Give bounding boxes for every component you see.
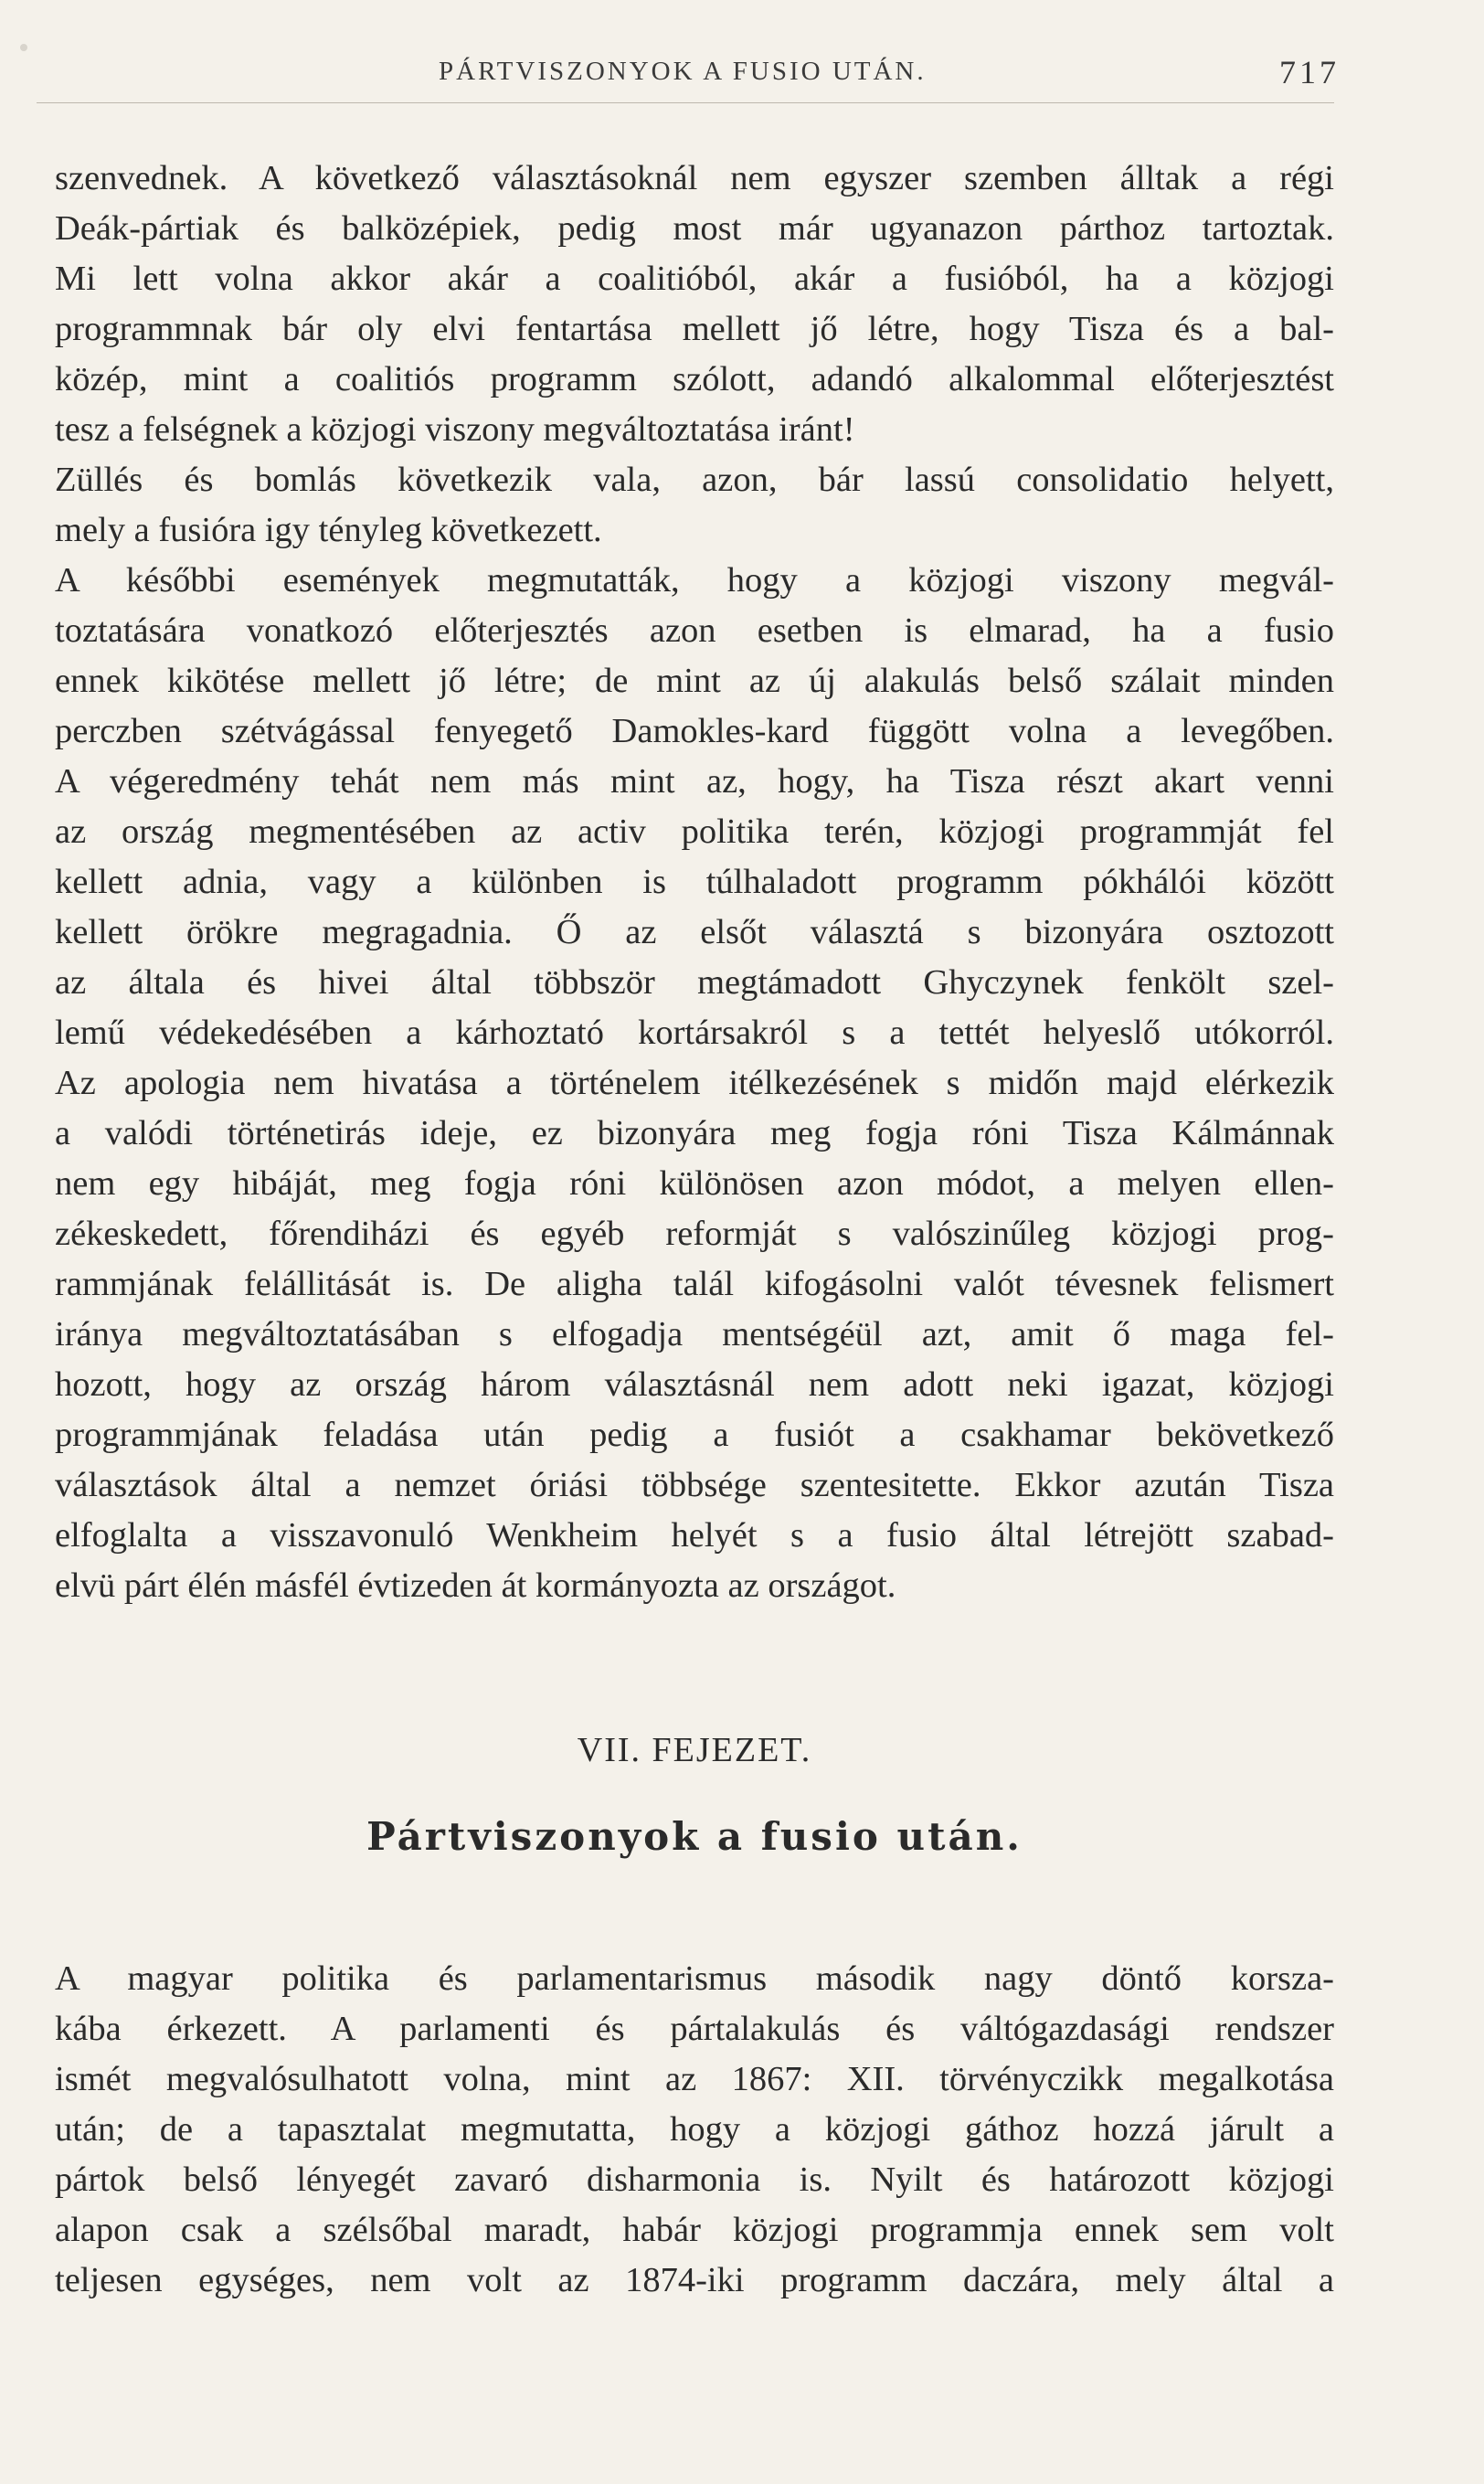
text-line: kába érkezett. A parlamenti és pártalakulás és váltógazdasági rendszer: [55, 2010, 1334, 2048]
page-header: [55, 54, 1340, 102]
running-head: PÁRTVISZONYOK A FUSIO UTÁN.: [439, 57, 927, 86]
text-line: elfoglalta a visszavonuló Wenkheim helyét s a fusio által létrejött szabad-: [55, 1516, 1334, 1555]
text-line: programmnak bár oly elvi fentartása mellett jő létre, hogy Tisza és a bal-: [55, 310, 1334, 348]
text-line: rammjának felállitását is. De aligha talál kifogásolni valót tévesnek felismert: [55, 1265, 1334, 1303]
text-line: az ország megmentésében az activ politika terén, közjogi programmját fel: [55, 812, 1334, 851]
text-line: A későbbi események megmutatták, hogy a közjogi viszony megvál-: [55, 561, 1334, 600]
text-line: után; de a tapasztalat megmutatta, hogy a közjogi gáthoz hozzá járult a: [55, 2110, 1334, 2149]
header-rule: [37, 102, 1334, 103]
text-line: nem egy hibáját, meg fogja róni különösen azon módot, a melyen ellen-: [55, 1164, 1334, 1203]
text-line: iránya megváltoztatásában s elfogadja mentségéül azt, amit ő maga fel-: [55, 1315, 1334, 1353]
page-number: 717: [1279, 54, 1340, 90]
text-line: Züllés és bomlás következik vala, azon, bár lassú consolidatio helyett,: [55, 461, 1334, 499]
text-line: a valódi történetirás ideje, ez bizonyára meg fogja róni Tisza Kálmánnak: [55, 1114, 1334, 1152]
text-line: hozott, hogy az ország három választásnál nem adott neki igazat, közjogi: [55, 1365, 1334, 1404]
body-text-bottom: [55, 1954, 1334, 2306]
text-line: zékeskedett, főrendiházi és egyéb reformját s valószinűleg közjogi prog-: [55, 1215, 1334, 1253]
text-line: A végeredmény tehát nem más mint az, hogy, ha Tisza részt akart venni: [55, 762, 1334, 801]
text-line: szenvednek. A következő választásoknál nem egyszer szemben álltak a régi: [55, 159, 1334, 197]
text-line: mely a fusióra igy tényleg következett.: [55, 511, 602, 549]
text-line: ennek kikötése mellett jő létre; de mint az új alakulás belső szálait minden: [55, 662, 1334, 700]
text-line: A magyar politika és parlamentarismus második nagy döntő korsza-: [55, 1959, 1334, 1998]
scan-speck: [20, 44, 27, 51]
chapter-title: Pártviszonyok a fusio után.: [366, 1814, 1023, 1859]
text-line: az általa és hivei által többször megtámadott Ghyczynek fenkölt szel-: [55, 963, 1334, 1002]
text-line: Az apologia nem hivatása a történelem itélkezésének s midőn majd elérkezik: [55, 1064, 1334, 1102]
text-line: perczben szétvágással fenyegető Damokles-kard függött volna a levegőben.: [55, 712, 1334, 750]
text-line: pártok belső lényegét zavaró disharmonia is. Nyilt és határozott közjogi: [55, 2160, 1334, 2199]
text-line: lemű védekedésében a kárhoztató kortársakról s a tettét helyeslő utókorról.: [55, 1014, 1334, 1052]
text-line: teljesen egységes, nem volt az 1874-iki programm daczára, mely által a: [55, 2261, 1334, 2299]
text-line: kellett örökre megragadnia. Ő az elsőt választá s bizonyára osztozott: [55, 913, 1334, 951]
text-line: Deák-pártiak és balközépiek, pedig most már ugyanazon párthoz tartoztak.: [55, 209, 1334, 248]
text-line: alapon csak a szélsőbal maradt, habár közjogi programmja ennek sem volt: [55, 2211, 1334, 2249]
text-line: Mi lett volna akkor akár a coalitióból, akár a fusióból, ha a közjogi: [55, 260, 1334, 298]
chapter-number: VII. FEJEZET.: [577, 1731, 812, 1769]
text-line: programmjának feladása után pedig a fusiót a csakhamar bekövetkező: [55, 1416, 1334, 1454]
body-text-top: [55, 154, 1334, 1611]
text-line: közép, mint a coalitiós programm szólott, adandó alkalommal előterjesztést: [55, 360, 1334, 398]
text-line: elvü párt élén másfél évtizeden át kormányozta az országot.: [55, 1566, 896, 1605]
text-line: kellett adnia, vagy a különben is túlhaladott programm pókhálói között: [55, 863, 1334, 901]
text-line: ismét megvalósulhatott volna, mint az 1867: XII. törvényczikk megalkotása: [55, 2060, 1334, 2098]
text-line: tesz a felségnek a közjogi viszony megváltoztatása iránt!: [55, 410, 855, 449]
text-line: választások által a nemzet óriási többsége szentesitette. Ekkor azután Tisza: [55, 1466, 1334, 1504]
text-line: toztatására vonatkozó előterjesztés azon esetben is elmarad, ha a fusio: [55, 611, 1334, 650]
